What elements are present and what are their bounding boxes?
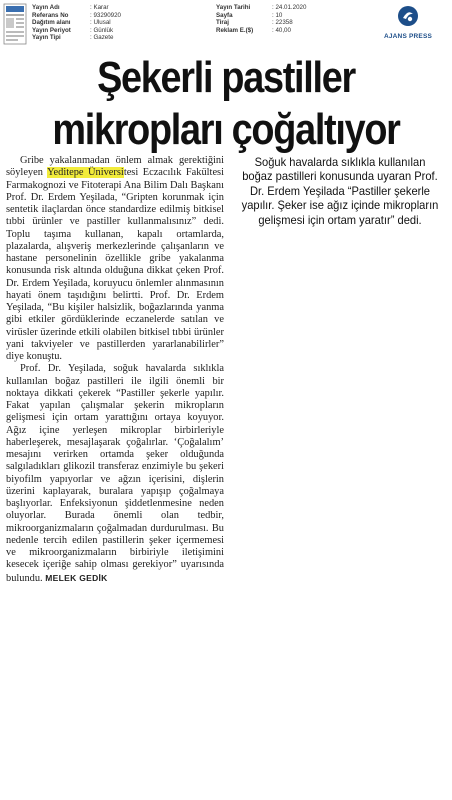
author-signature: MELEK GEDİK (45, 572, 108, 583)
headline-line-2: mikropları çoğaltıyor (52, 105, 400, 154)
clipping-header (0, 0, 452, 48)
pull-quote: Soğuk havalarda sıklıkla kullanılan boğaz pastilleri konusunda uyaran Prof. Dr. Erdem Yeşilada “Pastiller şekerle yapılır. Şeker ise ağız içinde mikropların gelişmesi için ortam yaratır” dedi. (241, 156, 439, 227)
paragraph-2: Prof. Dr. Yeşilada, soğuk havalarda sıklıkla kullanılan boğaz pastilleri ile ilgili önemli bir noktaya dikkati çekerek “Pastiller şekerle yapılır. Fakat yapılan çalışmalar şekerin mikropların gelişmesi için ortam yarattığını ortaya koyuyor. Ağız içine yerleşen mikroplar birbirleriyle haberleşerek, mesajlaşarak çoğalırlar. ‘Çoğalalım’ mesajını verirken ortamda şeker olduğunda salgıladıkları glikozil transferaz enzimiyle bu şekeri biyofilm yapıyorlar ve ağzın içerisini, dişlerin üzerini kaplayarak, buralara yapışıp çoğalmaya başlıyorlar. Enfeksiyonun şiddetlenmesine neden oluyorlar. Burada önemli olan tedbir, mikroorganizmaların çoğalmadan durdurulması. Bu nedenle tercih edilen pastillerin şeker içermemesi ve mikroorganizmaların birbiriyle iletişimini kesecek içeriğe sahip olması gerekiyor” uyarısında bulundu. MELEK GEDİK (6, 363, 224, 584)
article-body (6, 155, 224, 585)
headline (32, 52, 421, 156)
agency-name: AJANS PRESS (383, 33, 433, 40)
headline-line-1: Şekerli pastiller (97, 53, 355, 102)
paragraph-1: Gribe yakalanmadan önlem almak gerektiğini söyleyen Yeditepe Üniversitesi Eczacılık Fakültesi Farmakognozi ve Fitoterapi Ana Bilim Dalı Başkanı Prof. Dr. Erdem Yeşilada, “Gripten korunmak için sentetik ilaçlardan önce standardize edilmiş bitkisel tıbbi ürünler ve pastiller kullanmalısınız” dedi. Toplu taşıma kullanan, kapalı ortamlarda, plazalarda, alışveriş merkezlerinde çalışanların ve hastane personelinin özellikle gribe yakalanma konusunda risk altında olduğuna dikkat çeken Prof. Dr. Erdem Yeşilada, koruyucu önlemler alınmasının hayati önem taşıdığını belirtti. Prof. Dr. Erdem Yeşilada, “Bu kişiler halsizlik, boğazlarında yanma gibi etkiler gördüklerinde eczanelerde satılan ve virüsler üzerinde etkili olabilen bitkisel tıbbi ürünler yani takviyeler ve pastillerden yararlanabilirler” diye konuştu. (6, 155, 224, 362)
agency-logo (378, 5, 438, 40)
agency-globe-icon (397, 5, 419, 27)
highlighted-text: Yeditepe Üniversi (47, 167, 124, 179)
publication-meta-right: Yayın Tarihi : 24.01.2020 Sayfa : 10 Tiraj : 22358 Reklam E.($) : 40,00 (216, 4, 307, 34)
publication-meta-left: Yayın Adı : Karar Referans No : 93290920 Dağıtım alanı : Ulusal Yayın Periyot : Günlük Yayın Tipi : Gazete (32, 4, 121, 42)
newspaper-logo-icon (3, 3, 27, 45)
